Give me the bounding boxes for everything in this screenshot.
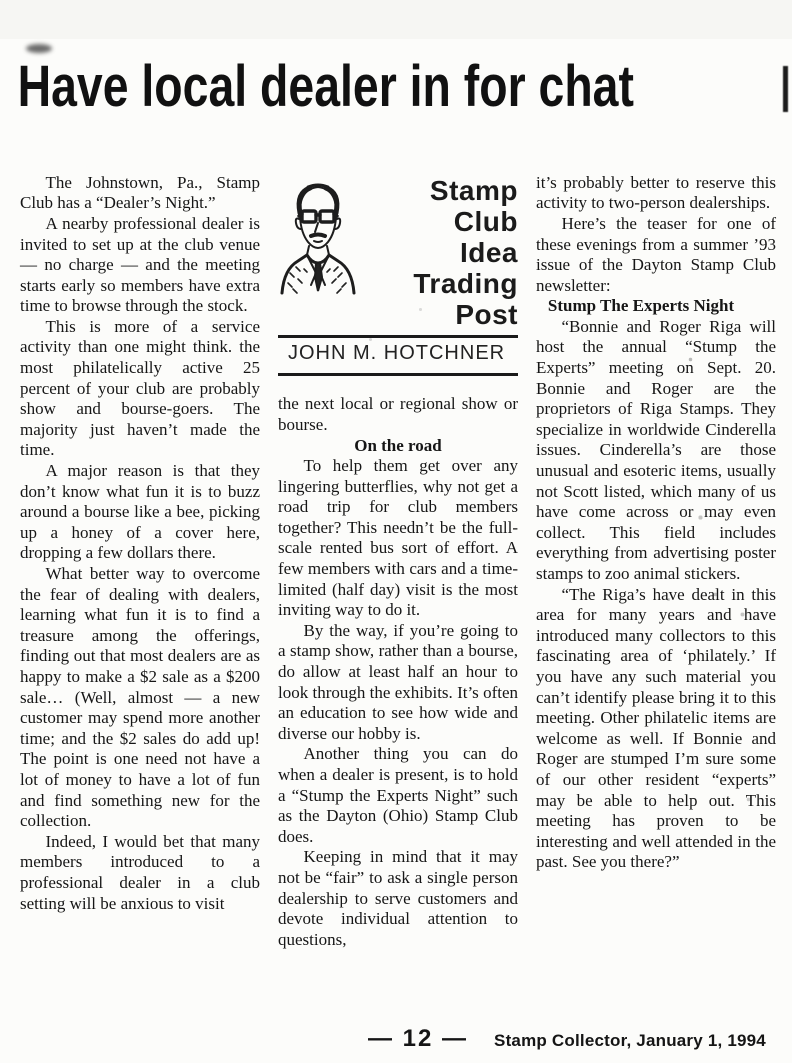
- paragraph: Another thing you can do when a dealer is present, is to hold a “Stump the Experts Night” such as the Dayton (Ohio) Stamp Club does.: [278, 744, 518, 846]
- article-columns: [0, 159, 792, 951]
- paragraph: What better way to overcome the fear of dealing with dealers, learning what fun it is to find a treasure among the offerings, finding out that most dealers are as happy to make a $2 sale as a $200 sale… (Well, almost — a new customer may spend more another time; and the $2 sales do add up! The point is one need not have a lot of money to have a lot of fun and find something new for the collection.: [20, 564, 260, 831]
- author-portrait-sketch-icon: [278, 173, 358, 295]
- publication-name-date: Stamp Collector, January 1, 1994: [494, 1030, 766, 1050]
- masthead-top: [278, 173, 518, 330]
- paragraph: A nearby professional dealer is invited to set up at the club venue — no charge — and the meeting starts early so members have extra time to browse through the stock.: [20, 213, 260, 316]
- column-2: [278, 173, 518, 951]
- paragraph: “The Riga’s have dealt in this area for many years and have introduced many collectors to this fascinating area of ‘philately.’ If you have any such material you can’t identify please bring it to this meeting. Other philatelic items are welcome as well. If Bonnie and Roger are stumped I’m sure some of our other resident “experts” may be able to help out. This meeting has proven to be interesting and well attended in the past. See you there?”: [536, 584, 776, 872]
- paragraph: This is more of a service activity than one might think. the most philatelically active 25 percent of your club are probably show and bourse-goers. The majority just haven’t made the time.: [20, 316, 260, 460]
- page-footer: [368, 1025, 766, 1053]
- article-headline: Have local dealer in for chat: [17, 53, 634, 119]
- column-3: [536, 173, 776, 873]
- paragraph-continuation: the next local or regional show or bourse.: [278, 394, 518, 434]
- scan-edge-mark: [783, 66, 788, 112]
- author-byline: JOHN M. HOTCHNER: [288, 341, 506, 364]
- paragraph: “Bonnie and Roger Riga will host the annual “Stump the Experts” meeting on Sept. 20. Bonnie and Roger are the proprietors of Riga Stamps. They specialize in worldwide Cinderella issues. Cinderella’s are those unusual and esoteric items, usually not Scott listed, which many of us have come across or may even collect. This field includes everything from advertising poster stamps to zoo animal stickers.: [536, 316, 776, 583]
- column-masthead: [278, 173, 518, 377]
- column-title-line: Trading: [413, 267, 518, 299]
- subheading-on-the-road: On the road: [354, 435, 442, 455]
- column-title-line: Idea: [459, 236, 518, 268]
- masthead-rule-bottom: [278, 373, 518, 376]
- newspaper-page: [0, 39, 792, 1063]
- column-title-line: Stamp Club: [429, 174, 518, 237]
- paragraph: To help them get over any lingering butterflies, why not get a road trip for club members together? This needn’t be the full-scale rented bus sort of effort. A few members with cars and a time-limited (half day) visit is the most inviting way to do it.: [278, 456, 518, 620]
- paragraph-continuation: it’s probably better to reserve this activity to two-person dealerships.: [536, 172, 776, 213]
- page-number: — 12 —: [368, 1024, 469, 1052]
- column-1: [20, 173, 260, 914]
- paragraph: Keeping in mind that it may not be “fair” to ask a single person dealership to serve customers and devote individual attention to questions,: [278, 847, 518, 949]
- column-title-line: Post: [455, 298, 518, 330]
- paragraph: By the way, if you’re going to a stamp show, rather than a bourse, do allow at least half an hour to look through the exhibits. It’s often an education to see how wide and diverse our hobby is.: [278, 620, 518, 743]
- paragraph: Indeed, I would bet that many members introduced to a professional dealer in a club setting will be anxious to visit: [20, 831, 260, 913]
- subheading-stump-the-experts: Stump The Experts Night: [547, 296, 735, 316]
- column-title: [358, 173, 518, 330]
- paragraph: The Johnstown, Pa., Stamp Club has a “Dealer’s Night.”: [20, 172, 260, 213]
- paragraph: Here’s the teaser for one of these evenings from a summer ’93 issue of the Dayton Stamp Club newsletter:: [536, 213, 776, 295]
- paragraph: A major reason is that they don’t know what fun it is to buzz around a bourse like a bee, picking up a honey of a cover here, dropping a few dollars there.: [20, 461, 260, 563]
